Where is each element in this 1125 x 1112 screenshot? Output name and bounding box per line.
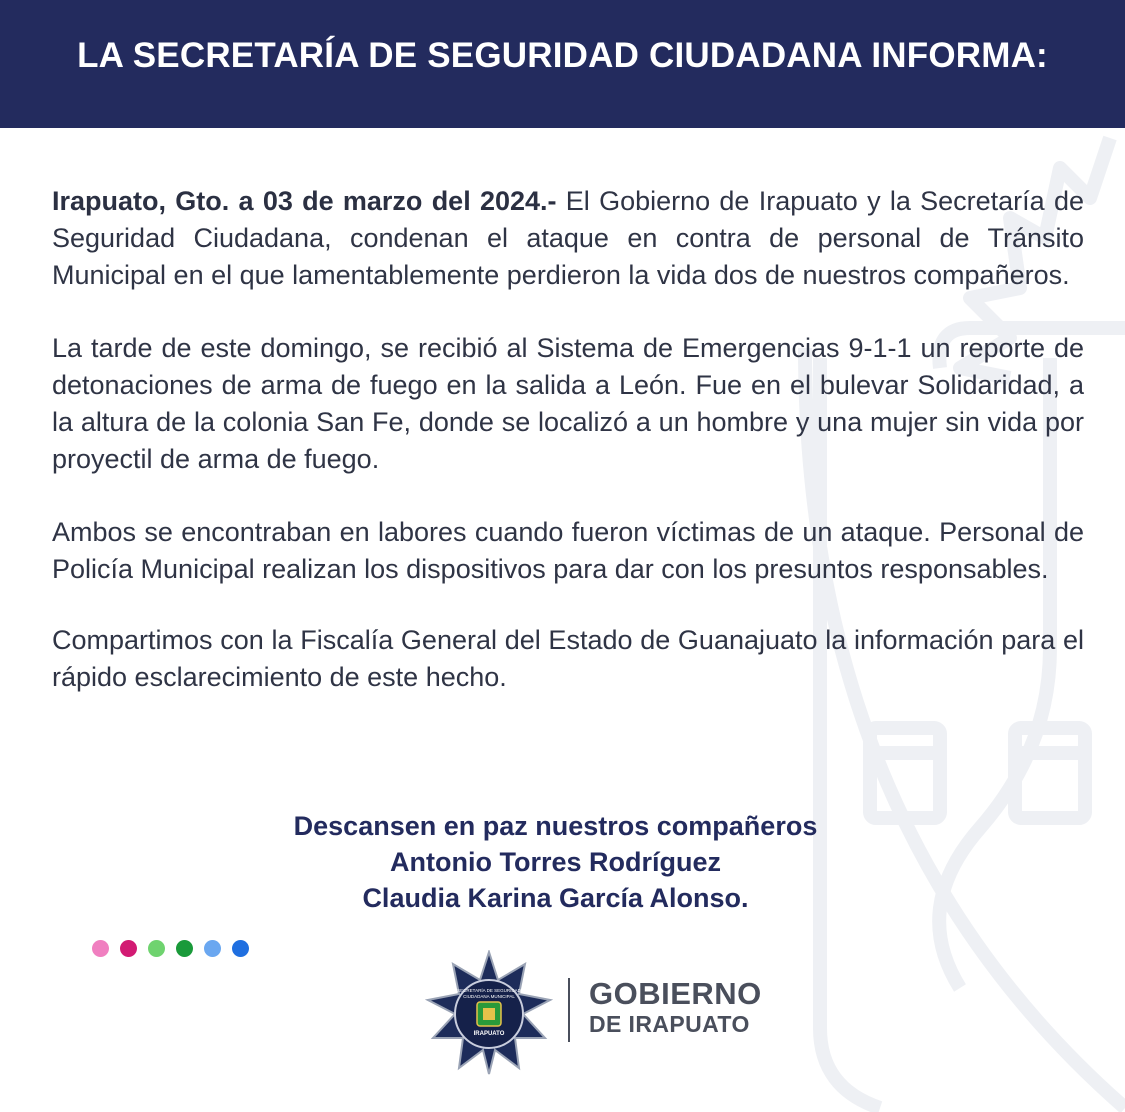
dot	[232, 940, 249, 957]
gobierno-line-2: DE IRAPUATO	[589, 1011, 750, 1037]
closing-message	[0, 808, 1125, 916]
dot	[176, 940, 193, 957]
logo-divider	[568, 978, 570, 1042]
closing-name-1: Antonio Torres Rodríguez	[390, 847, 721, 877]
dot	[204, 940, 221, 957]
police-star-badge-icon	[425, 950, 553, 1075]
gobierno-logo	[589, 978, 762, 1038]
page-title: LA SECRETARÍA DE SEGURIDAD CIUDADANA INFORMA:	[77, 36, 1048, 75]
footer-logos	[425, 950, 785, 1075]
dot	[92, 940, 109, 957]
dot	[148, 940, 165, 957]
paragraph-1	[52, 183, 1084, 294]
dot	[120, 940, 137, 957]
paragraph-2: La tarde de este domingo, se recibió al Sistema de Emergencias 9-1-1 un reporte de detonaciones de arma de fuego en la salida a León. Fue en el bulevar Solidaridad, a la altura de la colonia San Fe, donde se localizó a un hombre y una mujer sin vida por proyectil de arma de fuego.	[52, 333, 1084, 474]
paragraph-3: Ambos se encontraban en labores cuando fueron víctimas de un ataque. Personal de Policía Municipal realizan los dispositivos para dar con los presuntos responsables.	[52, 517, 1084, 584]
paragraph-4: Compartimos con la Fiscalía General del Estado de Guanajuato la información para el rápido esclarecimiento de este hecho.	[52, 625, 1084, 692]
gobierno-line-1: GOBIERNO	[589, 976, 762, 1011]
badge-text-top: SECRETARÍA DE SEGURIDAD	[457, 988, 521, 993]
closing-line-1: Descansen en paz nuestros compañeros	[293, 811, 818, 841]
date-lead: Irapuato, Gto. a 03 de marzo del 2024.-	[52, 186, 557, 216]
closing-name-2: Claudia Karina García Alonso.	[362, 883, 749, 913]
paragraph-1-text: El Gobierno de Irapuato y la Secretaría de Seguridad Ciudadana, condenan el ataque en contra de personal de Tránsito Municipal en el que lamentablemente perdieron la vida dos de nuestros compañeros.	[52, 186, 1084, 290]
notice-body	[52, 183, 1084, 732]
decorative-dots	[92, 940, 249, 957]
header-banner	[0, 0, 1125, 128]
badge-text-bottom: IRAPUATO	[473, 1031, 505, 1037]
svg-text:CIUDADANA MUNICIPAL: CIUDADANA MUNICIPAL	[463, 994, 515, 999]
